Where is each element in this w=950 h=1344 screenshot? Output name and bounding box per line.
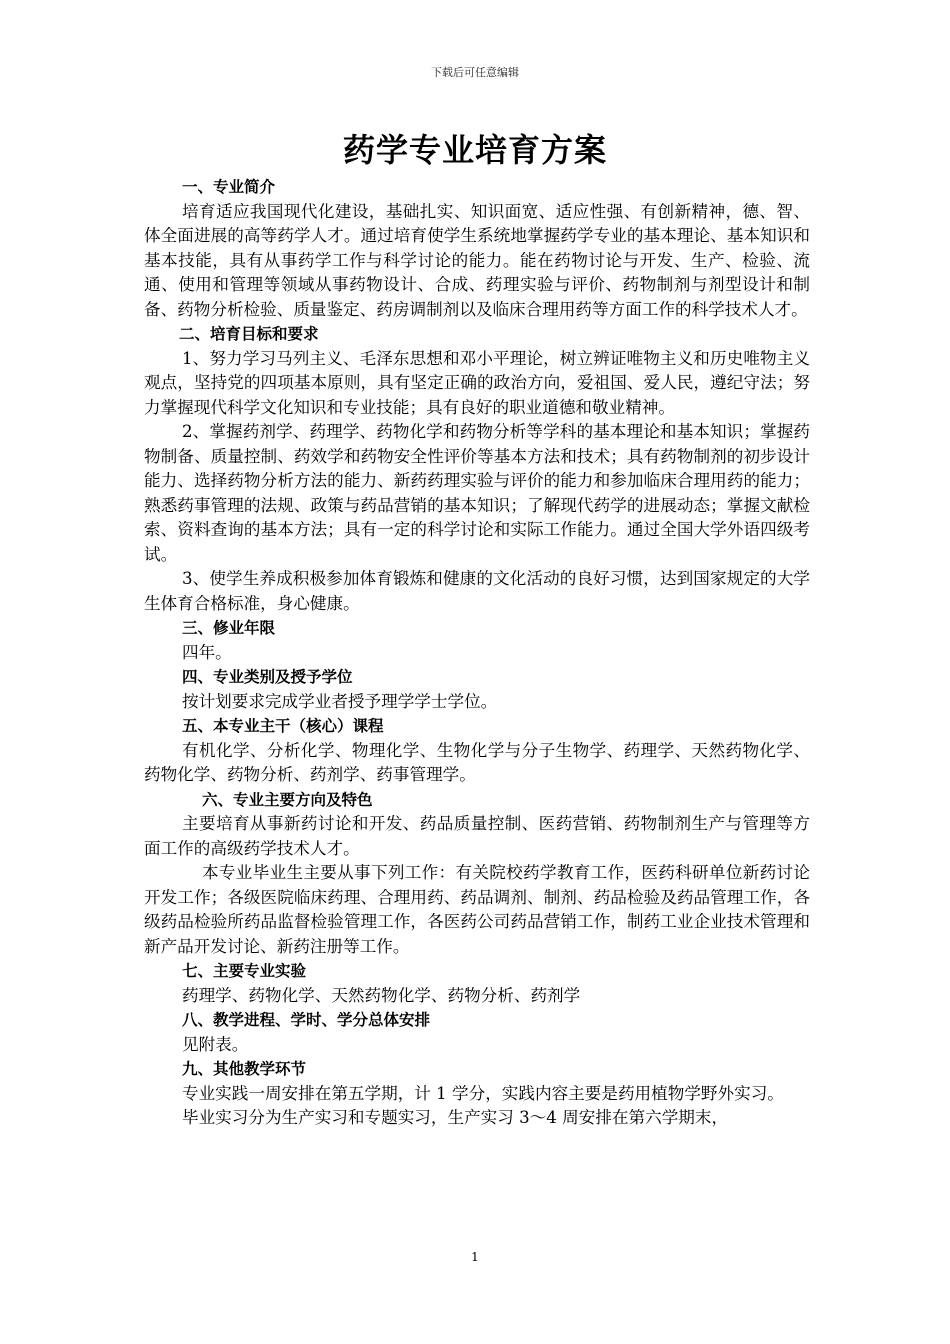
- section-heading-duration: 三、修业年限: [182, 619, 276, 637]
- document-body: [144, 175, 810, 1131]
- section-paragraph: 药理学、药物化学、天然药物化学、药物分析、药剂学: [182, 985, 581, 1005]
- section-paragraph: 见附表。: [182, 1034, 249, 1054]
- section-heading-core-courses: 五、本专业主干（核心）课程: [182, 717, 384, 735]
- section-paragraph: 主要培育从事新药讨论和开发、药品质量控制、医药营销、药物制剂生产与管理等方面工作的高级药学技术人才。: [144, 814, 810, 858]
- section-paragraph: 有机化学、分析化学、物理化学、生物化学与分子生物学、药理学、天然药物化学、药物化学、药物分析、药剂学、药事管理学。: [144, 740, 810, 784]
- section-heading-schedule: 八、教学进程、学时、学分总体安排: [182, 1011, 431, 1029]
- section-heading-degree: 四、专业类别及授予学位: [182, 668, 353, 686]
- page-header-note: 下载后可任意编辑: [431, 66, 519, 79]
- section-heading-other: 九、其他教学环节: [182, 1060, 307, 1078]
- section-paragraph: 2、掌握药剂学、药理学、药物化学和药物分析等学科的基本理论和基本知识；掌握药物制备、质量控制、药效学和药物安全性评价等基本方法和技术；具有药物制剂的初步设计能力、选择药物分析方法的能力、新药药理实验与评价的能力和参加临床合理用药的能力；熟悉药事管理的法规、政策与药品营销的基本知识；了解现代药学的进展动态；掌握文献检索、资料查询的基本方法；具有一定的科学讨论和实际工作能力。通过全国大学外语四级考试。: [144, 422, 810, 564]
- section-heading-intro: 一、专业简介: [182, 178, 276, 196]
- document-title: 药学专业培育方案: [342, 131, 607, 169]
- section-heading-directions: 六、专业主要方向及特色: [202, 790, 373, 809]
- section-paragraph: 3、使学生养成积极参加体育锻炼和健康的文化活动的良好习惯，达到国家规定的大学生体育合格标准，身心健康。: [144, 569, 810, 613]
- section-paragraph: 四年。: [182, 642, 232, 662]
- section-paragraph: 按计划要求完成学业者授予理学学士学位。: [182, 691, 498, 711]
- section-heading-experiments: 七、主要专业实验: [182, 962, 307, 980]
- section-heading-goals: 二、培育目标和要求: [179, 325, 319, 343]
- section-paragraph: 专业实践一周安排在第五学期，计 1 学分，实践内容主要是药用植物学野外实习。: [182, 1083, 784, 1103]
- section-paragraph: 1、努力学习马列主义、毛泽东思想和邓小平理论，树立辨证唯物主义和历史唯物主义观点，坚持党的四项基本原则，具有坚定正确的政治方向，爱祖国、爱人民，遵纪守法；努力掌握现代科学文化知识和专业技能；具有良好的职业道德和敬业精神。: [144, 348, 810, 417]
- section-paragraph: 毕业实习分为生产实习和专题实习，生产实习 3～4 周安排在第六学期末，: [182, 1108, 729, 1127]
- page-number: 1: [471, 1250, 479, 1264]
- section-paragraph: 培育适应我国现代化建设，基础扎实、知识面宽、适应性强、有创新精神，德、智、体全面进展的高等药学人才。通过培育使学生系统地掌握药学专业的基本理论、基本知识和基本技能，具有从事药学工作与科学讨论的能力。能在药物讨论与开发、生产、检验、流通、使用和管理等领域从事药物设计、合成、药理实验与评价、药物制剂与剂型设计和制备、药物分析检验、质量鉴定、药房调制剂以及临床合理用药等方面工作的科学技术人才。: [144, 201, 810, 319]
- section-paragraph: 本专业毕业生主要从事下列工作：有关院校药学教育工作，医药科研单位新药讨论开发工作；各级医院临床药理、合理用药、药品调剂、制剂、药品检验及药品管理工作，各级药品检验所药品监督检验管理工作，各医药公司药品营销工作，制药工业企业技术管理和新产品开发讨论、新药注册等工作。: [144, 863, 810, 956]
